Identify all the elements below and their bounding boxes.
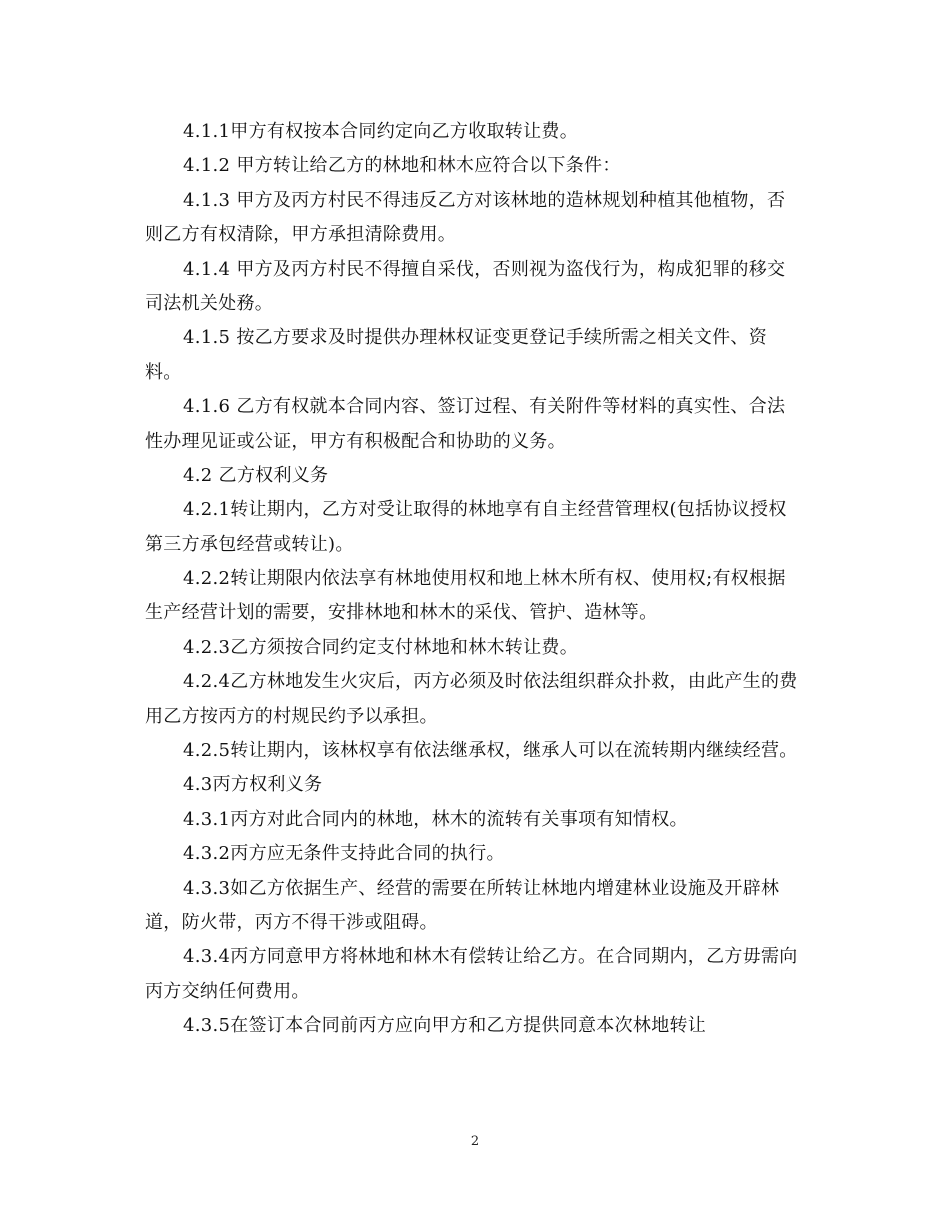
paragraph-first-line: 4.2.2转让期限内依法享有林地使用权和地上林木所有权、使用权;有权根据 [183, 568, 786, 590]
paragraph [145, 493, 810, 562]
paragraph-first-line: 4.3.3如乙方依据生产、经营的需要在所转让林地内增建林业设施及开辟林 [183, 877, 780, 899]
paragraph-first-line: 4.1.1甲方有权按本合同约定向乙方收取转让费。 [183, 121, 578, 142]
paragraph-first-line: 4.1.4 甲方及丙方村民不得擅自采伐，否则视为盗伐行为，构成犯罪的移交 [183, 258, 786, 280]
paragraph-first-line: 4.2.4乙方林地发生火灾后，丙方必须及时依法组织群众扑救，由此产生的费 [183, 671, 798, 693]
paragraph-continuation-line: 用乙方按丙方的村规民约予以承担。 [145, 705, 438, 727]
paragraph [145, 562, 810, 631]
paragraph [145, 321, 810, 390]
paragraph [145, 390, 810, 459]
paragraph-continuation-line: 司法机关处務。 [145, 292, 274, 314]
paragraph-continuation-line: 性办理见证或公证，甲方有积极配合和协助的义务。 [145, 430, 566, 452]
paragraph [145, 940, 810, 1009]
paragraph-continuation-line: 丙方交纳任何费用。 [145, 980, 310, 1002]
paragraph [145, 149, 810, 183]
paragraph-first-line: 4.3.1丙方对此合同内的林地，林木的流转有关事项有知情权。 [183, 808, 688, 830]
paragraph-first-line: 4.2.5转让期内，该林权享有依法继承权，继承人可以在流转期内继续经营。 [183, 740, 798, 762]
paragraph-continuation-line: 道，防火带，丙方不得干涉或阻碍。 [145, 911, 438, 933]
paragraph [145, 803, 810, 837]
paragraph [145, 872, 810, 941]
paragraph-first-line: 4.3.2丙方应无条件支持此合同的执行。 [183, 843, 505, 865]
paragraph [145, 734, 810, 768]
paragraph [145, 459, 810, 493]
paragraph-first-line: 4.2 乙方权利义务 [183, 464, 329, 486]
paragraph [145, 115, 810, 149]
paragraph [145, 631, 810, 665]
paragraph [145, 253, 810, 322]
paragraph-continuation-line: 则乙方有权清除，甲方承担清除费用。 [145, 224, 457, 246]
paragraph-continuation-line: 生产经营计划的需要，安排林地和林木的采伐、管护、造林等。 [145, 602, 658, 624]
document-body [145, 115, 810, 1044]
paragraph-first-line: 4.3.4丙方同意甲方将林地和林木有偿转让给乙方。在合同期内，乙方毋需向 [183, 946, 798, 968]
paragraph-first-line: 4.1.6 乙方有权就本合同内容、签订过程、有关附件等材料的真实性、合法 [183, 396, 786, 418]
paragraph [145, 837, 810, 871]
paragraph [145, 768, 810, 802]
paragraph-first-line: 4.2.3乙方须按合同约定支付林地和林木转让费。 [183, 636, 578, 658]
paragraph [145, 1009, 810, 1043]
paragraph-first-line: 4.1.2 甲方转让给乙方的林地和林木应符合以下条件： [183, 155, 621, 177]
paragraph-first-line: 4.1.5 按乙方要求及时提供办理林权证变更登记手续所需之相关文件、资 [183, 327, 768, 349]
paragraph-first-line: 4.1.3 甲方及丙方村民不得违反乙方对该林地的造林规划种植其他植物，否 [183, 189, 786, 211]
paragraph-continuation-line: 料。 [145, 361, 182, 383]
paragraph-first-line: 4.3.5在签订本合同前丙方应向甲方和乙方提供同意本次林地转让 [183, 1015, 707, 1037]
paragraph [145, 665, 810, 734]
page-number: 2 [470, 1134, 480, 1149]
paragraph-first-line: 4.3丙方权利义务 [183, 774, 323, 796]
paragraph-continuation-line: 第三方承包经营或转让)。 [145, 533, 354, 555]
paragraph [145, 184, 810, 253]
paragraph-first-line: 4.2.1转让期内，乙方对受让取得的林地享有自主经营管理权(包括协议授权 [183, 499, 787, 521]
